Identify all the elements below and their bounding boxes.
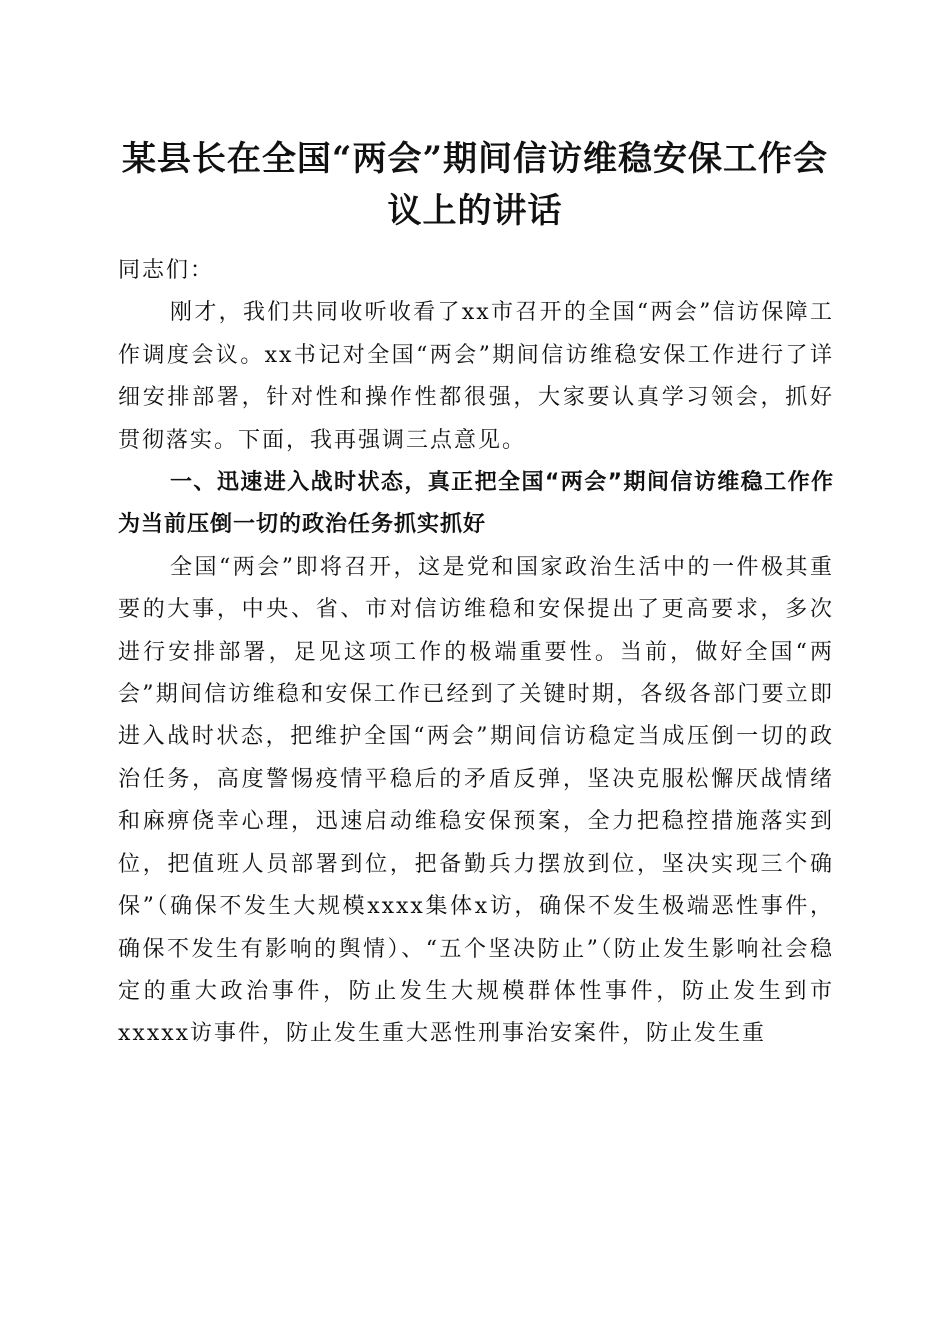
section-heading-1: 一、迅速进入战时状态，真正把全国“两会”期间信访维稳工作作为当前压倒一切的政治任务抓实抓好 — [118, 470, 834, 538]
document-body — [118, 250, 834, 1056]
document-title: 某县长在全国“两会”期间信访维稳安保工作会议上的讲话 — [121, 139, 829, 231]
greeting: 同志们： — [118, 258, 215, 283]
paragraph-2: 全国“两会”即将召开，这是党和国家政治生活中的一件极其重要的大事，中央、省、市对信访维稳和安保提出了更高要求，多次进行安排部署，足见这项工作的极端重要性。当前，做好全国“两会”期间信访维稳和安保工作已经到了关键时期，各级各部门要立即进入战时状态，把维护全国“两会”期间信访稳定当成压倒一切的政治任务，高度警惕疫情平稳后的矛盾反弹，坚决克服松懈厌战情绪和麻痹侥幸心理，迅速启动维稳安保预案，全力把稳控措施落实到位，把值班人员部署到位，把备勤兵力摆放到位，坚决实现三个确保”（确保不发生大规模xxxx集体x访，确保不发生极端恶性事件，确保不发生有影响的舆情）、“五个坚决防止”（防止发生影响社会稳定的重大政治事件，防止发生大规模群体性事件，防止发生到市xxxxx访事件，防止发生重大恶性刑事治安案件，防止发生重 — [118, 554, 834, 1047]
paragraph-1: 刚才，我们共同收听收看了xx市召开的全国“两会”信访保障工作调度会议。xx书记对全国“两会”期间信访维稳安保工作进行了详细安排部署，针对性和操作性都很强，大家要认真学习领会，抓好贯彻落实。下面，我再强调三点意见。 — [118, 300, 834, 453]
